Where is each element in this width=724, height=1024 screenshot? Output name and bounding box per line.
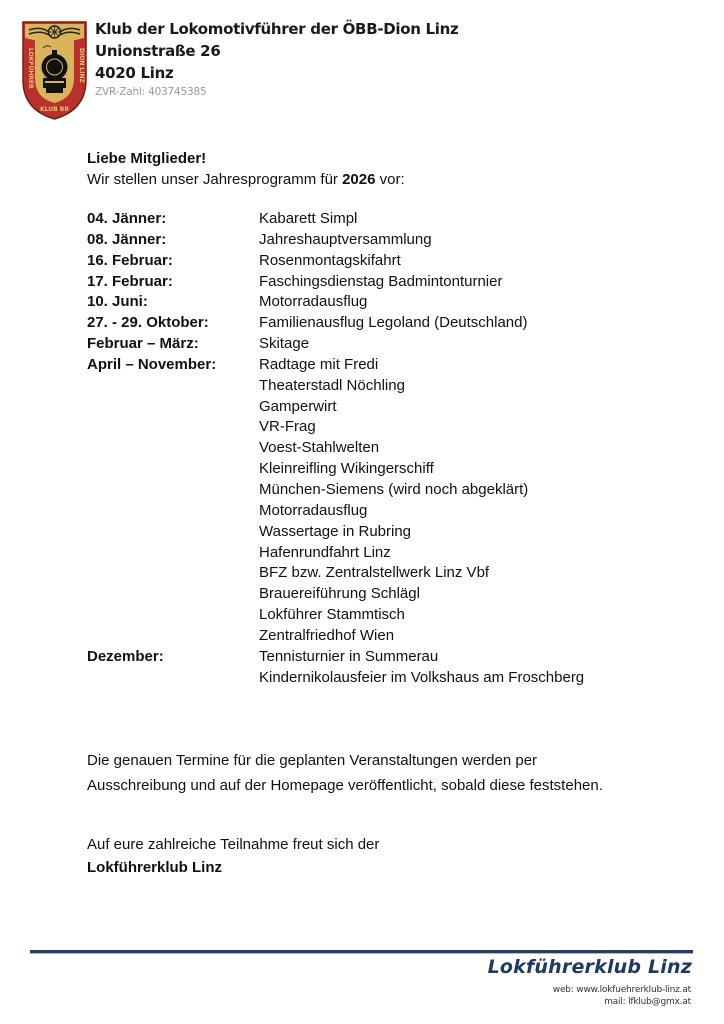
- program-date: 16. Februar:: [87, 251, 173, 269]
- program-event: Motorradausflug: [259, 293, 368, 311]
- intro-line: [87, 169, 405, 190]
- footer-web[interactable]: web: www.lokfuehrerklub-linz.at: [552, 985, 691, 995]
- program-event: Theaterstadl Nöchling: [259, 376, 405, 394]
- program-event: Motorradausflug: [259, 501, 368, 519]
- program-event: Rosenmontagskifahrt: [259, 251, 401, 269]
- program-event: Lokführer Stammtisch: [259, 606, 405, 624]
- notice-line: Ausschreibung und auf der Homepage veröffentlicht, sobald diese feststehen.: [87, 777, 603, 794]
- org-street: Unionstraße 26: [95, 42, 221, 60]
- program-event: Brauereiführung Schlägl: [259, 585, 420, 603]
- letterhead: [95, 18, 458, 100]
- org-name: Klub der Lokomotivführer der ÖBB-Dion Linz: [95, 20, 459, 38]
- closing-line: Auf eure zahlreiche Teilnahme freut sich der: [87, 836, 380, 853]
- program-date: Dezember:: [87, 647, 164, 665]
- program-event: Kindernikolausfeier im Volkshaus am Froschberg: [259, 668, 585, 686]
- program-date: April – November:: [87, 355, 217, 373]
- program-event: München-Siemens (wird noch abgeklärt): [259, 480, 529, 498]
- closing: [87, 833, 379, 879]
- program-event: BFZ bzw. Zentralstellwerk Linz Vbf: [259, 564, 490, 582]
- notice-paragraph: [87, 748, 603, 798]
- program-event: Voest-Stahlwelten: [259, 439, 380, 457]
- intro-suffix: vor:: [375, 171, 405, 188]
- footer-contact: [553, 984, 691, 1008]
- program-event: Faschingsdienstag Badmintonturnier: [259, 272, 503, 290]
- intro: [87, 148, 405, 190]
- footer-divider: [30, 950, 693, 954]
- program-date: 10. Juni:: [87, 293, 148, 311]
- program-event: Gamperwirt: [259, 397, 337, 415]
- signature: Lokführerklub Linz: [87, 859, 222, 876]
- footer-brand: Lokführerklub Linz: [487, 956, 692, 978]
- program-event: Jahreshauptversammlung: [259, 230, 432, 248]
- program-date: 08. Jänner:: [87, 230, 167, 248]
- footer-mail[interactable]: mail: lfklub@gmx.at: [604, 997, 691, 1007]
- program-event: Hafenrundfahrt Linz: [259, 543, 391, 561]
- svg-text:KLUB BB: KLUB BB: [40, 106, 69, 113]
- svg-text:LOKFÜHRER: LOKFÜHRER: [27, 48, 34, 89]
- program-event: Tennisturnier in Summerau: [259, 647, 439, 665]
- program-event: Radtage mit Fredi: [259, 355, 379, 373]
- club-logo: [21, 20, 88, 121]
- org-city: 4020 Linz: [95, 64, 174, 82]
- program-date: 27. - 29. Oktober:: [87, 314, 209, 332]
- notice-line: Die genauen Termine für die geplanten Veranstaltungen werden per: [87, 752, 538, 769]
- program-event: Skitage: [259, 335, 310, 353]
- program-event: Wassertage in Rubring: [259, 522, 412, 540]
- program-date: Februar – März:: [87, 335, 199, 353]
- program-event: VR-Frag: [259, 418, 316, 436]
- program-event: Zentralfriedhof Wien: [259, 626, 395, 644]
- program-event: Kabarett Simpl: [259, 210, 358, 227]
- zvr-number: ZVR-Zahl: 403745385: [95, 86, 207, 98]
- svg-text:DION LINZ: DION LINZ: [78, 48, 85, 83]
- program-event: Kleinreifling Wikingerschiff: [259, 460, 434, 478]
- program-year: 2026: [342, 171, 376, 188]
- intro-prefix: Wir stellen unser Jahresprogramm für: [87, 171, 343, 188]
- program-event: Familienausflug Legoland (Deutschland): [259, 314, 528, 332]
- greeting: Liebe Mitglieder!: [87, 150, 207, 167]
- program-date: 17. Februar:: [87, 272, 173, 290]
- program-date: 04. Jänner:: [87, 210, 167, 227]
